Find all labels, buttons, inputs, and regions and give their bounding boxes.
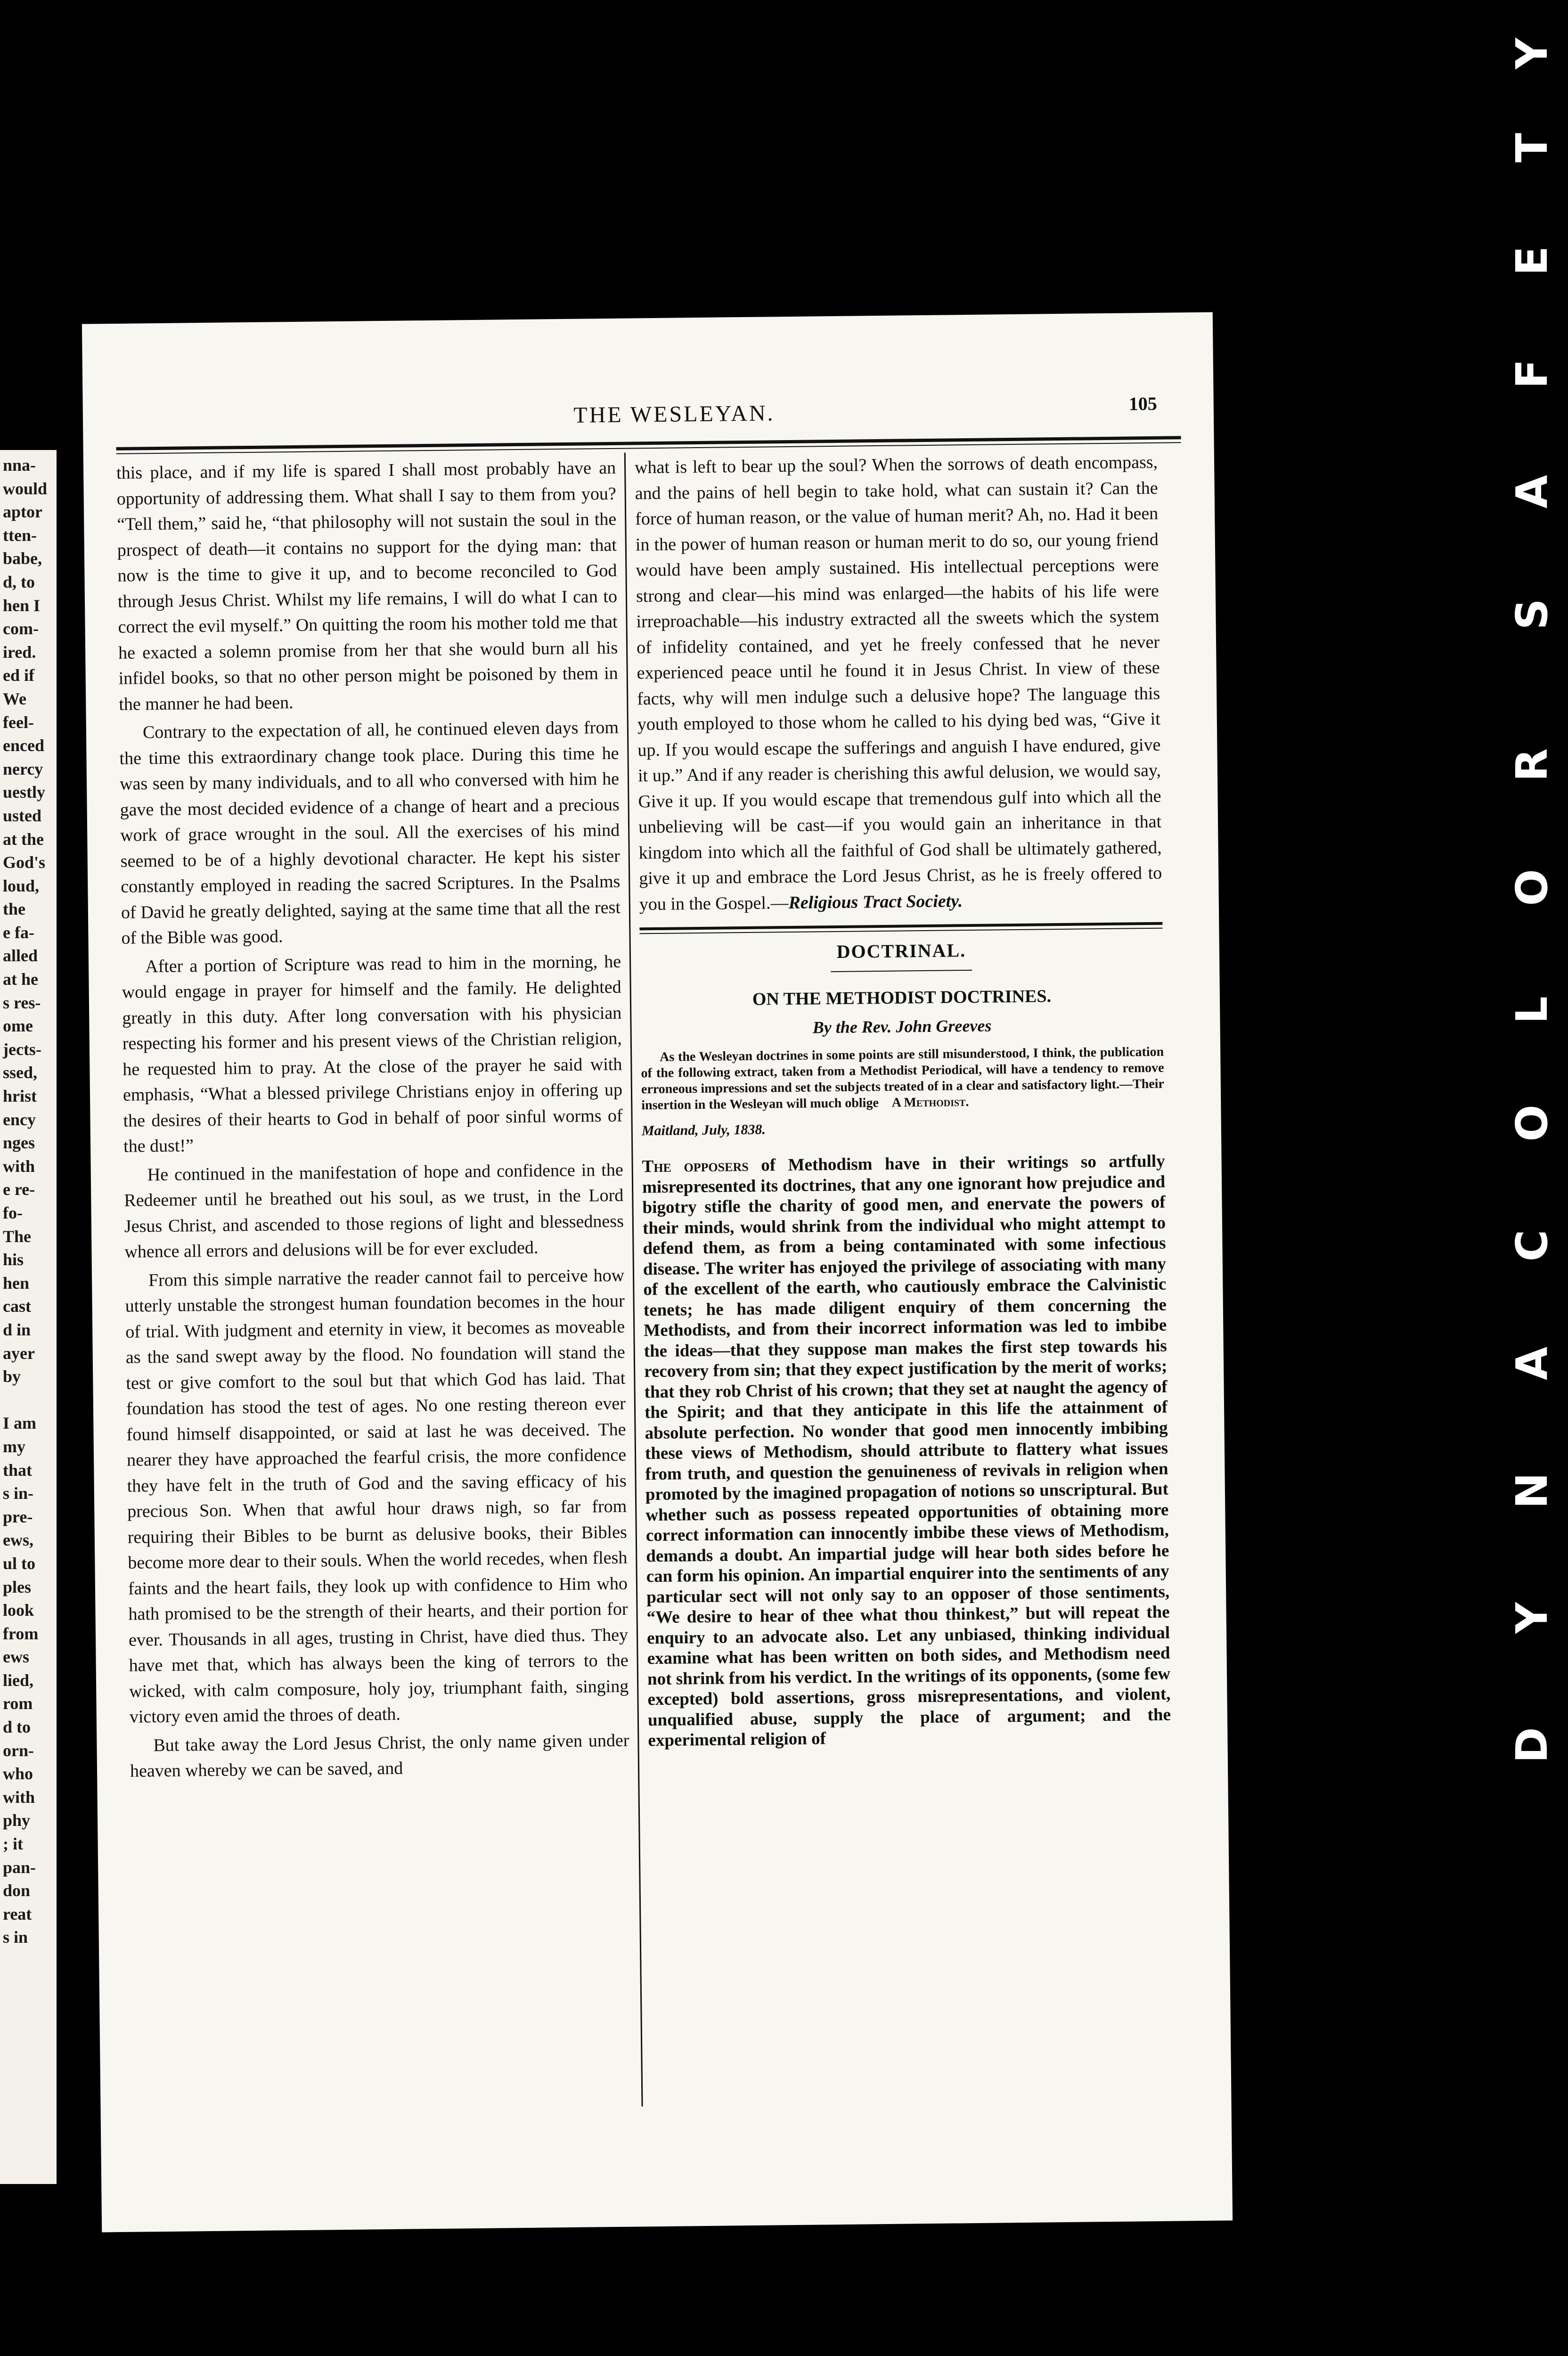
film-strip-letter: C bbox=[1507, 1229, 1557, 1262]
facing-page-fragment: with bbox=[3, 1787, 35, 1807]
facing-page-fragment: babe, bbox=[3, 549, 42, 568]
facing-page-fragment: usted bbox=[3, 806, 42, 825]
facing-page-fragment: ssed, bbox=[3, 1063, 38, 1082]
paragraph: this place, and if my life is spared I shall most probably have an opportunity of addressing them. What shall I say to them from you? “Tell them,” said he, “that philosophy will not sustain the soul in the prospect of death—it contains no support for the dying man: that now is the time to give it up, and to become reconciled to God through Jesus Christ. Whilst my life remains, I will do what I can to correct the evil myself.” On quitting the room his mother told me that he exacted a solemn promise from her that she would burn all his infidel books, so that no other person might be poisoned by them in the manner he had been. bbox=[116, 458, 618, 714]
facing-page-fragment: nges bbox=[3, 1133, 35, 1153]
facing-page-fragment: ome bbox=[3, 1016, 33, 1036]
paragraph: Contrary to the expectation of all, he continued eleven days from the time this extraordinary change took place. During this time he was seen by many individuals, and to all who conversed with him he gave the most decided evidence of a change of heart and a precious work of grace wrought in the soul. All the exercises of his mind seemed to be of a highly devotional character. He kept his sister constantly employed in reading the sacred Scriptures. In the Psalms of David he greatly delighted, saying at the same time that all the rest of the Bible was good. bbox=[119, 717, 621, 948]
page-header bbox=[191, 395, 1158, 438]
film-strip-letter: E bbox=[1507, 246, 1557, 276]
film-edge-strip bbox=[1496, 0, 1568, 2356]
facing-page-fragment: hen I bbox=[3, 596, 41, 615]
facing-page-fragment: hrist bbox=[3, 1087, 37, 1106]
article-title: ON THE METHODIST DOCTRINES. bbox=[752, 986, 1052, 1009]
facing-page-fragment: hen bbox=[3, 1273, 30, 1293]
facing-page-fragment: s in bbox=[3, 1928, 28, 1947]
facing-page-fragment: alled bbox=[3, 946, 38, 965]
facing-page-fragment: ples bbox=[3, 1577, 32, 1596]
left-column bbox=[116, 455, 629, 1787]
film-strip-letter: A bbox=[1507, 474, 1557, 509]
film-strip-letter: N bbox=[1507, 1472, 1557, 1509]
facing-page-fragment: from bbox=[3, 1624, 39, 1643]
facing-page-fragment: orn- bbox=[3, 1741, 34, 1760]
paragraph bbox=[635, 450, 1162, 917]
facing-page-fragment: at he bbox=[3, 970, 38, 989]
facing-page-fragment: jects- bbox=[3, 1039, 41, 1059]
right-column bbox=[635, 450, 1171, 1768]
article-body bbox=[642, 1151, 1171, 1751]
film-strip-letter: R bbox=[1507, 748, 1557, 782]
facing-page-fragment: s res- bbox=[3, 993, 41, 1012]
source-credit: Religious Tract Society. bbox=[788, 891, 963, 913]
dateline: Maitland, July, 1838. bbox=[641, 1121, 766, 1139]
paragraph: From this simple narrative the reader cannot fail to perceive how utterly unstable the strongest human foundation becomes in the hour of trial. With judgment and eternity in view, it becomes as moveable as the sand swept away by the flood. No foundation will stand the test or give comfort to the soul but that which God has laid. That foundation has stood the test of ages. No one resting thereon ever found himself disappointed, or said at last he was deceived. The nearer they have approached the fearful crisis, the more confidence they have felt in the truth of God and the saving efficacy of his precious Son. When that awful hour draws nigh, so far from requiring their Bibles to be burnt as delusive books, their Bibles become more dear to their souls. When the world recedes, when flesh faints and the heart fails, they look up with confidence to Him who hath promised to be the strength of their hearts, and their portion for ever. Thousands in all ages, trusting in Christ, have died thus. They have met that, which has always been the king of terrors to the wicked, with calm composure, holy joy, triumphant faith, singing victory even amid the throes of death. bbox=[125, 1265, 629, 1727]
facing-page-fragment: that bbox=[3, 1460, 32, 1480]
facing-page-fragment: who bbox=[3, 1764, 33, 1783]
article-body-text: of Methodism have in their writings so artfully misrepresented its doctrines, that any one ignorant how prejudice and bigotry stifle the charity of good men, and enervate the powers of their minds, would shrink from the individual who might attempt to defend them, as from a being contaminated with some infectious disease. The writer has enjoyed the privilege of associating with many of the excellent of the earth, who cautiously embrace the Calvinistic tenets; he has made diligent enquiry of them concerning the Methodists, and from their incorrect information was led to imbibe the ideas—that they suppose man makes the first step towards his recovery from sin; that they expect justification by the merit of works; that they rob Christ of his crown; that they set at naught the agency of the Spirit; and that they anticipate in this life the attainment of absolute perfection. No wonder that good men innocently imbibing these views of Methodism, should attribute to flattery what issues from truth, and question the genuineness of revivals in religion when promoted by the imagined propagation of notions so unscriptural. But whether such as possess repeated opportunities of obtaining more correct information can innocently imbibe these views of Methodism, demands a doubt. An impartial judge will hear both sides before he can form his opinion. An impartial enquirer into the sentiments of any particular sect will not only say to an opposer of those sentiments, “We desire to hear of thee what thou thinkest,” but will repeat the enquiry to an advocate also. Let any unbiased, thinking individual examine what has been written on both sides, and Methodism need not shrink from his verdict. In the writings of its opponents, (some few excepted) bold assertions, gross misrepresentations, and violent, unqualified abuse, supply the place of argument; and the experimental religion of bbox=[642, 1151, 1171, 1751]
newspaper-page bbox=[82, 312, 1233, 2233]
facing-page-fragment: rom bbox=[3, 1694, 33, 1713]
facing-page-fragment: I am bbox=[3, 1414, 36, 1433]
facing-page-fragment: phy bbox=[3, 1811, 31, 1830]
facing-page-fragment: nercy bbox=[3, 759, 43, 778]
facing-page-fragment: tten- bbox=[3, 525, 37, 545]
facing-page-fragment: com- bbox=[3, 619, 39, 638]
paragraph: But take away the Lord Jesus Christ, the only name given under heaven whereby we can be saved, and bbox=[130, 1730, 629, 1781]
facing-page-fragment: ews bbox=[3, 1647, 29, 1667]
paragraph: After a portion of Scripture was read to him in the morning, he would engage in prayer for himself and the family. He delighted greatly in this duty. After long conversation with his physician respecting his former and his present views of the Christian religion, he requested him to pray. At the close of the prayer he said with emphasis, “What a blessed privilege Christians enjoy in offering up the desires of their hearts to God in behalf of poor sinful worms of the dust!” bbox=[122, 951, 623, 1156]
film-strip-letter: A bbox=[1507, 1346, 1557, 1381]
facing-page-fragment: enced bbox=[3, 736, 44, 755]
facing-page-fragment: We bbox=[3, 689, 26, 708]
facing-page-fragment: my bbox=[3, 1437, 25, 1456]
facing-page-fragment: with bbox=[3, 1156, 35, 1176]
facing-page-fragment: ency bbox=[3, 1110, 36, 1129]
facing-page-fragment bbox=[3, 1389, 55, 1412]
facing-page-fragment: e re- bbox=[3, 1180, 35, 1199]
editor-note bbox=[641, 1044, 1164, 1114]
facing-page-fragment: ired. bbox=[3, 642, 36, 662]
paragraph: He continued in the manifestation of hope and confidence in the Redeemer until he breathed out his soul, as we trust, in the Lord Jesus Christ, and ascended to those regions of light and blessedness whence all errors and delusions will be for ever excluded. bbox=[124, 1160, 624, 1262]
editor-note-signature: A Methodist. bbox=[891, 1095, 969, 1110]
facing-page-fragment: d, to bbox=[3, 572, 35, 591]
film-strip-letter: O bbox=[1507, 1104, 1557, 1142]
facing-page-fragment: d to bbox=[3, 1718, 31, 1737]
facing-page-fragment: The bbox=[3, 1227, 32, 1246]
continuation-text: what is left to bear up the soul? When the sorrows of death encompass, and the pains of hell begin to take hold, what can sustain it? Can the force of human reason, or the value of human merit? Ah, no. Had it been in the power of human reason or human merit to do so, our young friend would have been amply sustained. His intellectual perceptions were strong and clear—his mind was enlarged—the habits of his life were irreproachable—his industry extracted all the sweets which the system of infidelity contained, and yet he freely confessed that he never experienced peace until he found it in Jesus Christ. In view of these facts, why will men indulge such a delusive hope? The language this youth employed to those whom he called to his dying bed was, “Give it up. If you would escape the sufferings and anguish I have endured, give it up.” And if any reader is cherishing this awful delusion, we would say, Give it up. If you would escape that tremendous gulf into which all the unbelieving will be cast—if you would gain an inheritance in that kingdom into which all the faithful of God shall be ultimately gathered, give it up and embrace the Lord Jesus Christ, as he is freely offered to you in the Gospel.— bbox=[634, 452, 1162, 914]
facing-page-fragment: don bbox=[3, 1881, 31, 1900]
facing-page-fragment: pan- bbox=[3, 1857, 36, 1877]
film-strip-letter: O bbox=[1507, 869, 1557, 906]
facing-page-fragment: e fa- bbox=[3, 923, 34, 942]
facing-page-fragment: the bbox=[3, 900, 25, 919]
facing-page-fragment: nna- bbox=[3, 456, 36, 474]
film-strip-letter: Y bbox=[1507, 1602, 1557, 1634]
facing-page-fragment: his bbox=[3, 1250, 24, 1269]
facing-page-fragment: ul to bbox=[3, 1554, 36, 1573]
film-strip-letter: S bbox=[1507, 598, 1557, 630]
film-strip-letter: F bbox=[1507, 359, 1557, 389]
facing-page-fragment: aptor bbox=[3, 502, 42, 522]
facing-page-fragment: lied, bbox=[3, 1670, 34, 1690]
film-strip-letter: Y bbox=[1507, 38, 1557, 69]
facing-page-fragment: ed if bbox=[3, 666, 34, 685]
facing-page-fragment: ayer bbox=[3, 1343, 35, 1363]
facing-page-fragment: reat bbox=[3, 1904, 32, 1923]
facing-page-fragment: by bbox=[3, 1367, 21, 1386]
facing-page-fragment: fo- bbox=[3, 1203, 23, 1222]
facing-page-edge bbox=[0, 450, 57, 2184]
facing-page-fragment: uestly bbox=[3, 783, 45, 802]
facing-page-fragment: look bbox=[3, 1601, 34, 1620]
page-number: 105 bbox=[1128, 393, 1157, 415]
opening-words: The opposers bbox=[642, 1155, 749, 1177]
facing-page-fragment: God's bbox=[3, 853, 46, 872]
running-title: THE WESLEYAN. bbox=[573, 401, 775, 428]
facing-page-fragment: cast bbox=[3, 1297, 31, 1316]
film-strip-letter: T bbox=[1507, 133, 1557, 163]
film-strip-letter: L bbox=[1507, 996, 1557, 1024]
facing-page-fragment: d in bbox=[3, 1320, 31, 1339]
byline: By the Rev. John Greeves bbox=[812, 1016, 992, 1037]
facing-page-fragment: loud, bbox=[3, 876, 40, 895]
section-heading: DOCTRINAL. bbox=[836, 940, 966, 962]
facing-page-fragment: at the bbox=[3, 829, 44, 849]
facing-page-fragment: ; it bbox=[3, 1834, 23, 1854]
facing-page-fragment: would bbox=[3, 479, 48, 498]
facing-page-fragment: feel- bbox=[3, 712, 34, 732]
section-underline bbox=[831, 970, 972, 972]
film-strip-letter: D bbox=[1507, 1727, 1557, 1763]
facing-page-fragment: s in- bbox=[3, 1484, 34, 1503]
facing-page-text bbox=[3, 454, 55, 1949]
facing-page-fragment: ews, bbox=[3, 1530, 33, 1550]
facing-page-fragment: pre- bbox=[3, 1507, 33, 1526]
editor-note-text: As the Wesleyan doctrines in some points are still misunderstood, I think, the publication of the following extract, taken from a Methodist Periodical, will have a tendency to remove erroneous impressions and set the subjects treated of in a clear and satisfactory light.—Their insertion in the Wesleyan will much oblige bbox=[641, 1044, 1165, 1113]
